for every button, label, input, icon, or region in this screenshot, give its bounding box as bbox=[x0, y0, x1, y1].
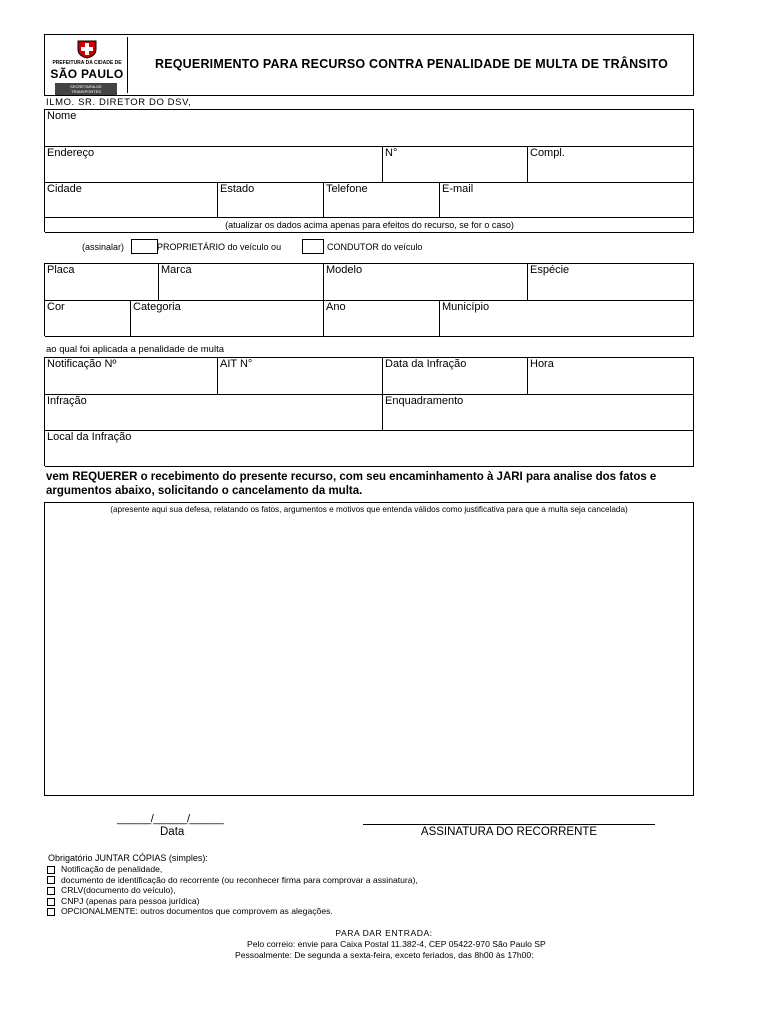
driver-checkbox[interactable] bbox=[302, 239, 324, 254]
estado-field[interactable] bbox=[218, 183, 324, 218]
ait-field[interactable] bbox=[218, 358, 383, 395]
defense-hint: (apresente aqui sua defesa, relatando os fatos, argumentos e motivos que entenda válidos como justificativa para que a multa seja cancelada) bbox=[110, 505, 628, 514]
estado-label: Estado bbox=[220, 183, 255, 195]
requirement-item: documento de identificação do recorrente (ou reconhecer firma para comprovar a assinatura), bbox=[47, 875, 418, 886]
local-field[interactable] bbox=[45, 431, 694, 467]
logo-line-2: SÃO PAULO bbox=[50, 67, 124, 81]
email-label: E-mail bbox=[442, 183, 474, 195]
numero-label: N° bbox=[385, 147, 398, 159]
city-coat-of-arms-icon bbox=[76, 39, 98, 59]
telefone-field[interactable] bbox=[324, 183, 440, 218]
hora-field[interactable] bbox=[528, 358, 694, 395]
requirement-item: CNPJ (apenas para pessoa jurídica) bbox=[47, 896, 418, 907]
requirement-item: OPCIONALMENTE: outros documentos que comprovem as alegações. bbox=[47, 906, 418, 917]
owner-checkbox[interactable] bbox=[131, 239, 158, 254]
mail-label: Pelo correio: bbox=[247, 939, 296, 949]
update-note-row bbox=[45, 218, 694, 233]
placa-field[interactable] bbox=[45, 264, 159, 301]
categoria-field[interactable] bbox=[131, 301, 324, 337]
notificacao-field[interactable] bbox=[45, 358, 218, 395]
municipio-label: Município bbox=[442, 301, 490, 313]
mail-text: envie para Caixa Postal 11.382-4, CEP 05422-970 São Paulo SP bbox=[297, 939, 546, 949]
logo-line-1: PREFEITURA DA CIDADE DE bbox=[52, 60, 122, 66]
infracao-label: Infração bbox=[47, 395, 87, 407]
nome-field[interactable] bbox=[45, 110, 694, 147]
data-infracao-label: Data da Infração bbox=[385, 358, 467, 370]
vehicle-table bbox=[44, 263, 694, 336]
driver-rest: do veículo bbox=[381, 242, 423, 252]
driver-label bbox=[327, 242, 422, 252]
enquadramento-field[interactable] bbox=[383, 395, 694, 431]
header-box bbox=[44, 34, 694, 96]
nome-label: Nome bbox=[47, 110, 77, 122]
endereco-field[interactable] bbox=[45, 147, 383, 183]
ait-label: AIT N° bbox=[220, 358, 253, 370]
infraction-table bbox=[44, 357, 694, 466]
checkbox-square-icon bbox=[47, 887, 55, 895]
footer-person bbox=[235, 950, 534, 960]
requirement-item: Notificação de penalidade, bbox=[47, 864, 418, 875]
marca-field[interactable] bbox=[159, 264, 324, 301]
penalty-intro: ao qual foi aplicada a penalidade de multa bbox=[46, 344, 224, 355]
marca-label: Marca bbox=[161, 264, 192, 276]
request-text: vem REQUERER o recebimento do presente recurso, com seu encaminhamento à JARI para analise dos fatos e argumentos abaixo, solicitando o cancelamento da multa. bbox=[46, 471, 657, 497]
footer-heading: PARA DAR ENTRADA: bbox=[335, 928, 433, 938]
cor-label: Cor bbox=[47, 301, 65, 313]
signature-line[interactable] bbox=[363, 824, 655, 825]
infracao-field[interactable] bbox=[45, 395, 383, 431]
person-label: Pessoalmente: bbox=[235, 950, 292, 960]
cidade-field[interactable] bbox=[45, 183, 218, 218]
update-note: (atualizar os dados acima apenas para efeitos do recurso, se for o caso) bbox=[225, 220, 514, 230]
checkbox-square-icon bbox=[47, 908, 55, 916]
ano-label: Ano bbox=[326, 301, 346, 313]
telefone-label: Telefone bbox=[326, 183, 368, 195]
especie-field[interactable] bbox=[528, 264, 694, 301]
logo-block bbox=[47, 37, 128, 93]
requirement-item: CRLV(documento do veículo), bbox=[47, 885, 418, 896]
owner-rest: do veículo ou bbox=[227, 242, 282, 252]
numero-field[interactable] bbox=[383, 147, 528, 183]
form-title: REQUERIMENTO PARA RECURSO CONTRA PENALIDADE DE MULTA DE TRÂNSITO bbox=[155, 57, 669, 71]
cor-field[interactable] bbox=[45, 301, 131, 337]
date-line[interactable]: ______/______/______ bbox=[117, 813, 224, 825]
footer-mail bbox=[247, 939, 546, 949]
driver-word: CONDUTOR bbox=[327, 242, 379, 252]
compl-label: Compl. bbox=[530, 147, 565, 159]
salutation: ILMO. SR. DIRETOR DO DSV, bbox=[46, 97, 192, 108]
personal-data-table bbox=[44, 109, 694, 232]
owner-word: PROPRIETÁRIO bbox=[157, 242, 226, 252]
checkbox-square-icon bbox=[47, 866, 55, 874]
person-text: De segunda a sexta-feira, exceto feriados, das 8h00 às 17h00: bbox=[294, 950, 534, 960]
ano-field[interactable] bbox=[324, 301, 440, 337]
logo-line-3: SECRETARIA DE TRANSPORTES bbox=[55, 83, 117, 95]
requirements-list bbox=[47, 864, 418, 917]
email-field[interactable] bbox=[440, 183, 694, 218]
requirements-heading: Obrigatório JUNTAR CÓPIAS (simples): bbox=[48, 853, 208, 863]
local-label: Local da Infração bbox=[47, 431, 132, 443]
endereco-label: Endereço bbox=[47, 147, 95, 159]
enquadramento-label: Enquadramento bbox=[385, 395, 464, 407]
checkbox-square-icon bbox=[47, 876, 55, 884]
compl-field[interactable] bbox=[528, 147, 694, 183]
cidade-label: Cidade bbox=[47, 183, 82, 195]
municipio-field[interactable] bbox=[440, 301, 694, 337]
defense-textarea[interactable] bbox=[44, 502, 694, 796]
especie-label: Espécie bbox=[530, 264, 570, 276]
checkbox-square-icon bbox=[47, 898, 55, 906]
hora-label: Hora bbox=[530, 358, 554, 370]
categoria-label: Categoria bbox=[133, 301, 181, 313]
placa-label: Placa bbox=[47, 264, 75, 276]
data-infracao-field[interactable] bbox=[383, 358, 528, 395]
signature-label: ASSINATURA DO RECORRENTE bbox=[420, 826, 598, 838]
modelo-field[interactable] bbox=[324, 264, 528, 301]
role-prefix: (assinalar) bbox=[82, 242, 125, 252]
modelo-label: Modelo bbox=[326, 264, 363, 276]
date-label: Data bbox=[160, 826, 185, 838]
notificacao-label: Notificação Nº bbox=[47, 358, 117, 370]
owner-label bbox=[157, 242, 281, 252]
